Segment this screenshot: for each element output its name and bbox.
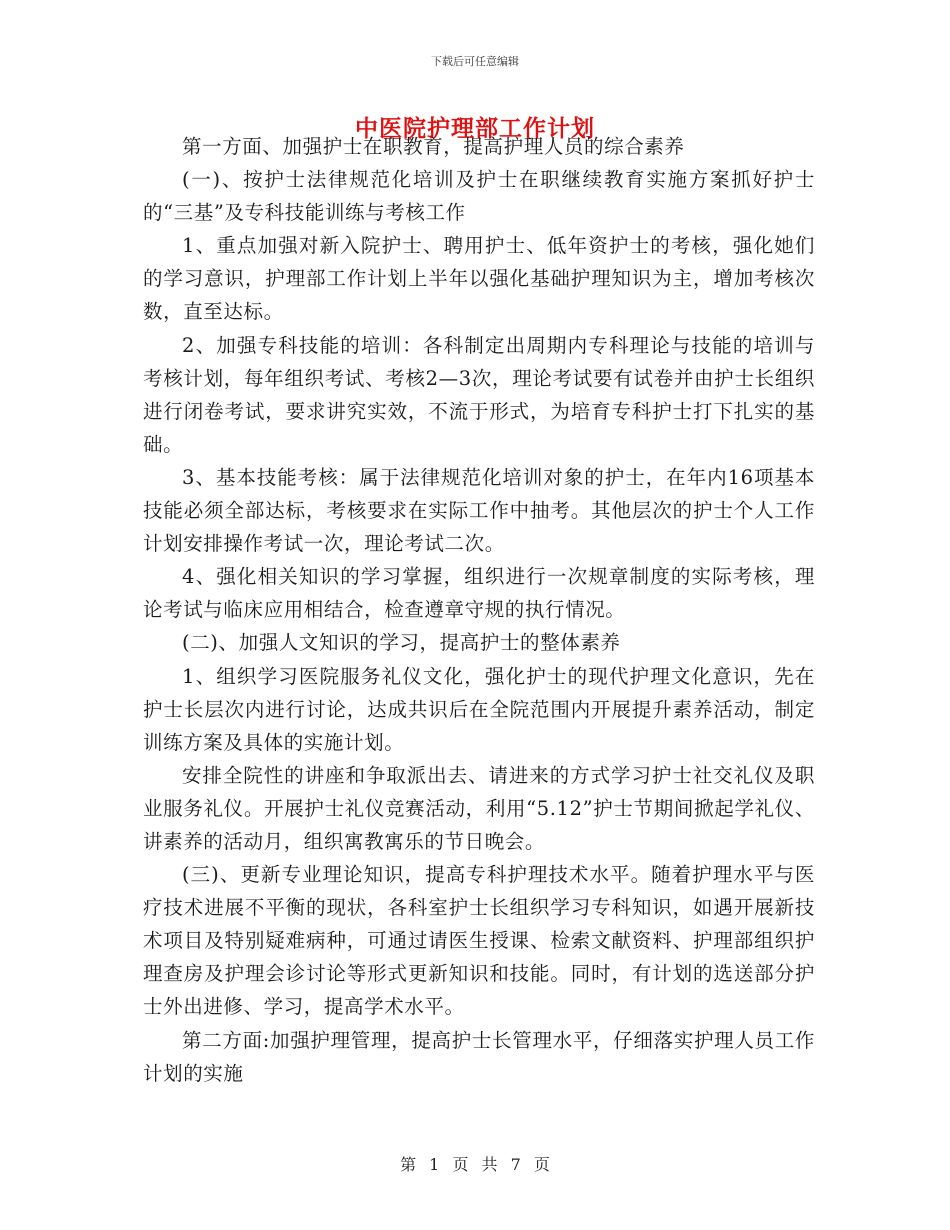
paragraph: (一)、按护士法律规范化培训及护士在职继续教育实施方案抓好护士的“三基”及专科技能训练与考核工作	[143, 168, 815, 225]
document-body	[143, 130, 815, 1090]
page-number: 第 1 页 共 7 页	[400, 1155, 550, 1174]
paragraph: 3、基本技能考核：属于法律规范化培训对象的护士，在年内16项基本技能必须全部达标，考核要求在实际工作中抽考。其他层次的护士个人工作计划安排操作考试一次，理论考试二次。	[143, 465, 815, 556]
page-header-note: 下载后可任意编辑	[431, 55, 519, 68]
paragraph: (三)、更新专业理论知识，提高专科护理技术水平。随着护理水平与医疗技术进展不平衡的现状，各科室护士长组织学习专科知识，如遇开展新技术项目及特别疑难病种，可通过请医生授课、检索文献资料、护理部组织护理查房及护理会诊讨论等形式更新知识和技能。同时，有计划的选送部分护士外出进修、学习，提高学术水平。	[143, 863, 815, 1019]
paragraph: 1、重点加强对新入院护士、聘用护士、低年资护士的考核，强化她们的学习意识，护理部工作计划上半年以强化基础护理知识为主，增加考核次数，直至达标。	[143, 234, 815, 324]
paragraph: 1、组织学习医院服务礼仪文化，强化护士的现代护理文化意识，先在护士长层次内进行讨论，达成共识后在全院范围内开展提升素养活动，制定训练方案及具体的实施计划。	[143, 664, 815, 754]
paragraph: 4、强化相关知识的学习掌握，组织进行一次规章制度的实际考核，理论考试与临床应用相结合，检查遵章守规的执行情况。	[143, 565, 815, 622]
paragraph: 第一方面、加强护士在职教育，提高护理人员的综合素养	[182, 135, 685, 158]
paragraph: (二)、加强人文知识的学习，提高护士的整体素养	[182, 631, 621, 655]
document-title: 中医院护理部工作计划	[355, 116, 595, 142]
paragraph: 2、加强专科技能的培训：各科制定出周期内专科理论与技能的培训与考核计划，每年组织考试、考核2—3次，理论考试要有试卷并由护士长组织进行闭卷考试，要求讲究实效，不流于形式，为培育专科护士打下扎实的基础。	[143, 333, 815, 456]
paragraph: 安排全院性的讲座和争取派出去、请进来的方式学习护士社交礼仪及职业服务礼仪。开展护士礼仪竞赛活动，利用“5.12”护士节期间掀起学礼仪、讲素养的活动月，组织寓教寓乐的节日晚会。	[143, 763, 815, 853]
paragraph: 第二方面:加强护理管理，提高护士长管理水平，仔细落实护理人员工作计划的实施	[143, 1028, 815, 1085]
